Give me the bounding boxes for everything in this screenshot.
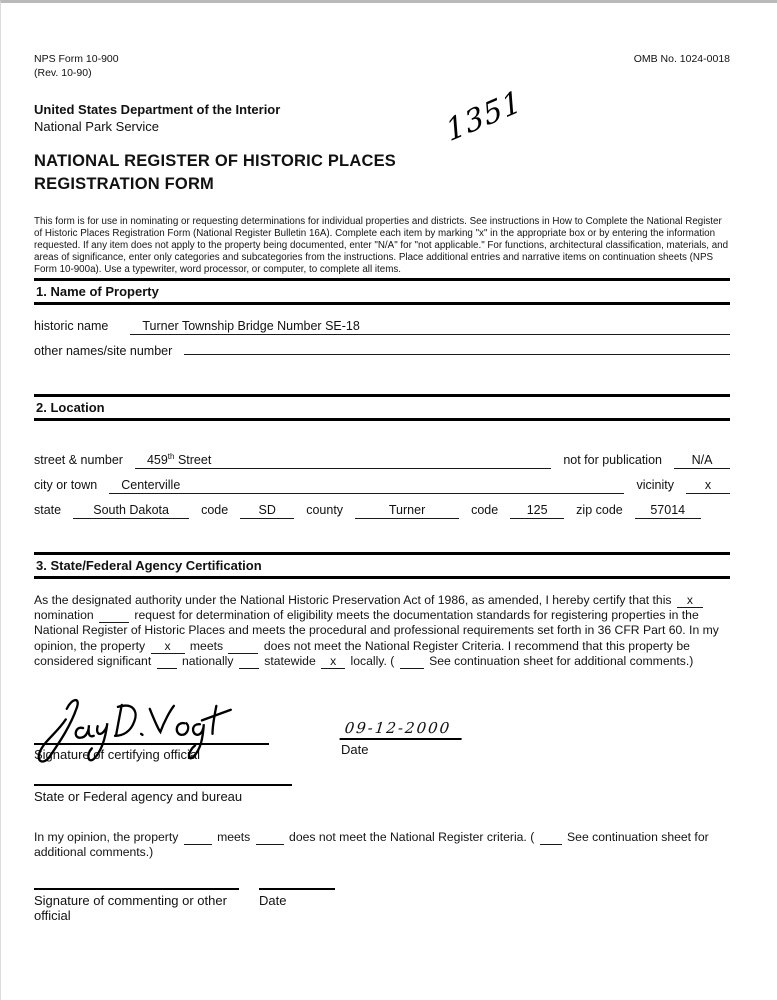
section1-heading: 1. Name of Property xyxy=(34,278,730,305)
checked-blank: x xyxy=(677,594,703,608)
bureau-name: National Park Service xyxy=(34,119,159,135)
form-title-line2: REGISTRATION FORM xyxy=(34,175,215,194)
vicinity-label: vicinity xyxy=(636,478,674,493)
form-revision: (Rev. 10-90) xyxy=(34,66,92,79)
form-header-row xyxy=(34,53,730,67)
empty-blank xyxy=(540,831,562,845)
street-value-rest: Street xyxy=(174,453,212,468)
commenting-date-label: Date xyxy=(259,888,335,908)
zip-value: 57014 xyxy=(635,503,701,519)
street-value xyxy=(135,453,551,469)
opinion-paragraph: In my opinion, the property meets does not meet the National Register criteria. ( See continuation sheet for additional comments.) xyxy=(34,829,709,859)
city-value: Centerville xyxy=(109,478,624,494)
certifying-signature-row xyxy=(34,711,730,762)
historic-name-label: historic name xyxy=(34,319,109,334)
county-code-label: code xyxy=(471,503,499,518)
street-label: street & number xyxy=(34,453,123,468)
city-label: city or town xyxy=(34,478,98,493)
street-value-number: 459 xyxy=(146,453,168,468)
state-code-value: SD xyxy=(240,503,294,519)
historic-name-value: Turner Township Bridge Number SE-18 xyxy=(130,319,730,335)
vicinity-value: x xyxy=(686,478,730,494)
other-names-value xyxy=(184,353,730,355)
omb-number: OMB No. 1024-0018 xyxy=(633,53,730,65)
state-value: South Dakota xyxy=(73,503,189,519)
commenting-signature-label: Signature of commenting or other official xyxy=(34,888,239,923)
state-row xyxy=(34,503,730,519)
county-value: Turner xyxy=(355,503,459,519)
not-for-publication-label: not for publication xyxy=(563,453,662,468)
handwritten-control-number: 1351 xyxy=(442,83,526,150)
form-number: NPS Form 10-900 xyxy=(34,53,119,65)
certifying-date-block xyxy=(341,711,463,757)
city-row xyxy=(34,478,730,494)
state-code-label: code xyxy=(201,503,229,518)
agency-bureau-block xyxy=(34,784,292,804)
empty-blank xyxy=(228,640,258,654)
certifying-signature-line xyxy=(34,711,269,745)
empty-blank xyxy=(256,831,284,845)
certification-paragraph: As the designated authority under the National Historic Preservation Act of 1986, as amended, I hereby certify that this x nomination request for determination of eligibility meets the documentation standards for registering properties in the National Register of Historic Places and meets the procedural and professional requirements set forth in 36 CFR Part 60. In my opinion, the property x meets does not meet the National Register Criteria. I recommend that this property be considered significant nationally statewide x locally. ( See continuation sheet for additional comments.) xyxy=(34,593,719,668)
checked-blank: x xyxy=(151,640,185,654)
street-value-ordinal: th xyxy=(167,452,175,461)
zip-label: zip code xyxy=(576,503,623,518)
other-names-label: other names/site number xyxy=(34,344,173,359)
commenting-signature-row xyxy=(34,888,730,923)
form-title xyxy=(34,150,730,196)
department-name: United States Department of the Interior xyxy=(34,102,281,118)
street-row xyxy=(34,453,730,469)
empty-blank xyxy=(400,655,424,669)
date-handwriting: 09-12-2000 xyxy=(339,711,464,740)
form-instructions: This form is for use in nominating or requesting determinations for individual properties and districts. See instructions in How to Complete the National Register of Historic Places Registration Form (National Register Bulletin 16A). Complete each item by marking "x" in the appropriate box or by entering the information requested. If any item does not apply to the property being documented, enter "N/A" for "not applicable." For functions, architectural classification, materials, and areas of significance, enter only categories and subcategories from the instructions. Place additional entries and narrative items on continuation sheets (NPS Form 10-900a). Use a typewriter, word processor, or computer, to complete all items. xyxy=(34,216,729,276)
other-names-row xyxy=(34,344,730,358)
county-code-value: 125 xyxy=(510,503,564,519)
state-label: state xyxy=(34,503,62,518)
certifying-signature-label: Signature of certifying official xyxy=(34,746,200,762)
agency-bureau-label: State or Federal agency and bureau xyxy=(34,784,292,804)
form-content xyxy=(1,3,777,923)
section3-heading: 3. State/Federal Agency Certification xyxy=(34,552,730,579)
county-label: county xyxy=(306,503,344,518)
not-for-publication-value: N/A xyxy=(674,453,730,469)
certifying-signature-block xyxy=(34,711,269,762)
empty-blank xyxy=(239,655,259,669)
checked-blank: x xyxy=(321,655,345,669)
date-label: Date xyxy=(341,741,369,757)
section2-heading: 2. Location xyxy=(34,394,730,421)
empty-blank xyxy=(184,831,212,845)
form-title-line1: NATIONAL REGISTER OF HISTORIC PLACES xyxy=(34,152,396,171)
historic-name-row xyxy=(34,319,730,335)
empty-blank xyxy=(157,655,177,669)
empty-blank xyxy=(99,609,129,623)
